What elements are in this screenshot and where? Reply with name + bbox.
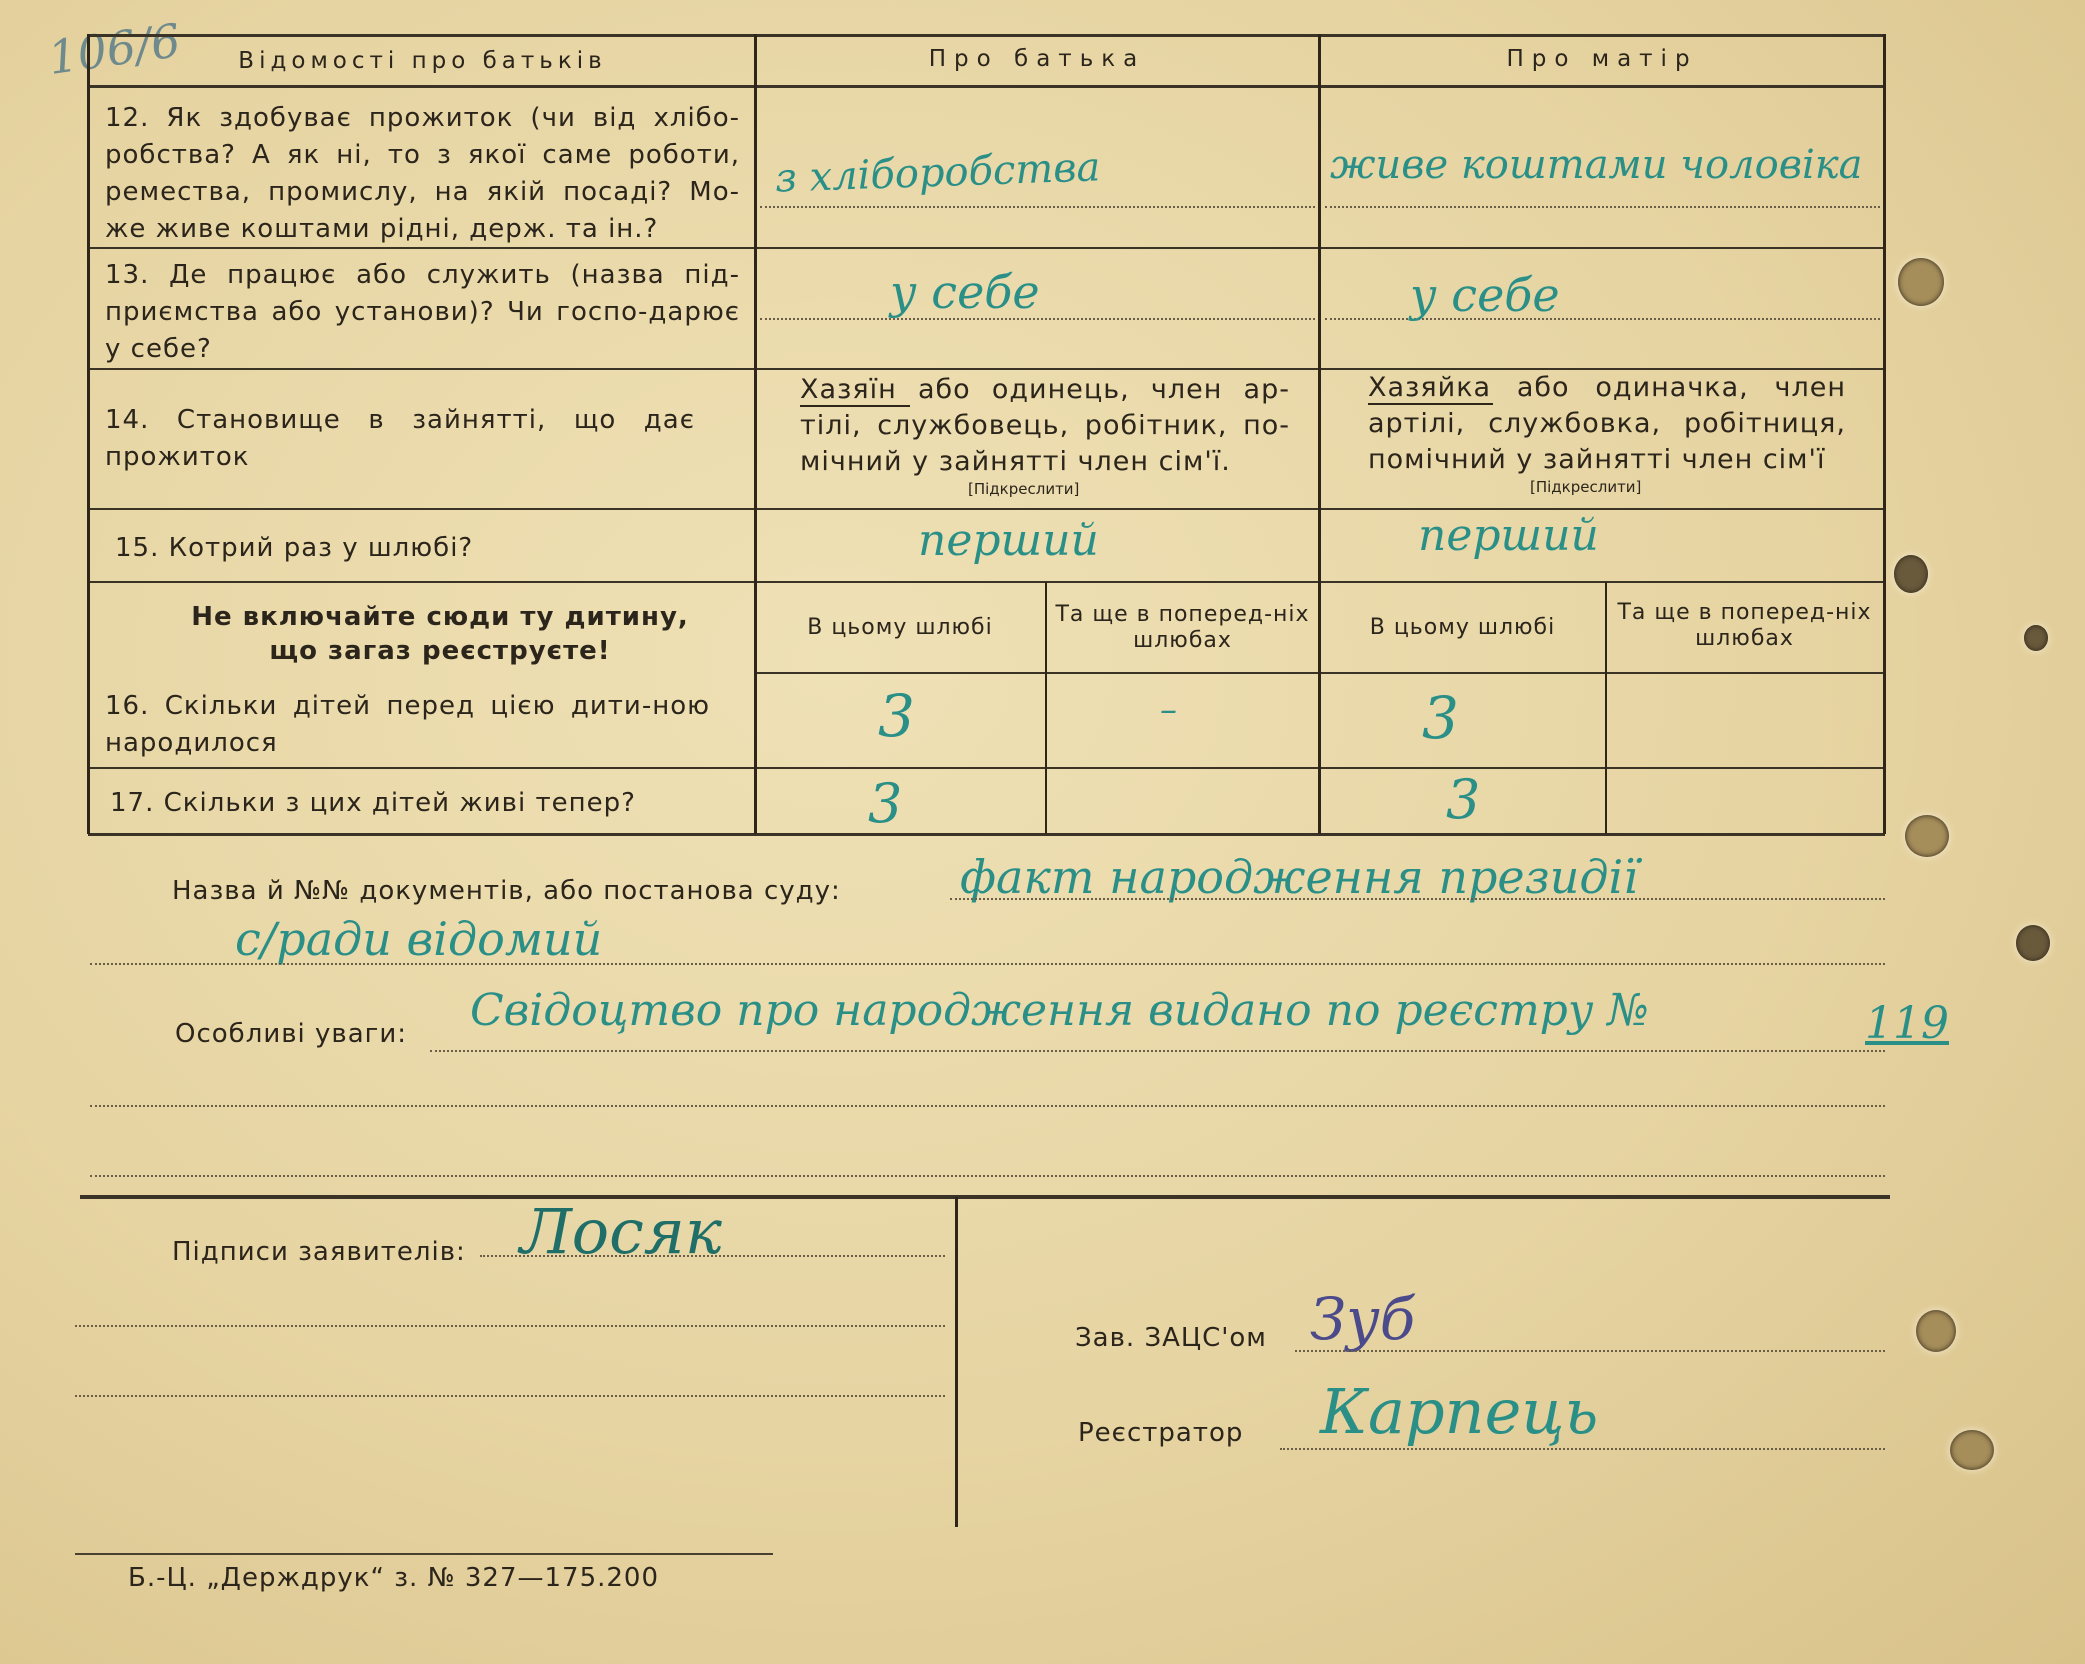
applicants-rule-1: [480, 1255, 945, 1257]
answer-16-father-prev: –: [1160, 690, 1177, 730]
underline-khazyain: [800, 405, 910, 407]
rule-14: [90, 508, 1885, 510]
answer-16-mother-this: 3: [1422, 684, 1459, 752]
children-note: Не включайте сюди ту дитину, що загаз реєструєте!: [191, 602, 689, 666]
signature-section-divider: [955, 1197, 958, 1527]
answer-12-father: з хліборобства: [774, 144, 1102, 202]
remarks-number: 119: [1865, 998, 1949, 1049]
applicants-rule-3: [75, 1395, 945, 1397]
header-bottom-rule: [90, 85, 1885, 88]
documents-line-2-rule: [90, 963, 1885, 965]
documents-line-1: факт народження президії: [960, 850, 1638, 904]
registrar-rule: [1280, 1448, 1885, 1450]
head-zags-label: Зав. ЗАЦС'ом: [1075, 1323, 1267, 1353]
table-top-border: [90, 34, 1885, 37]
remarks-rule-3: [90, 1175, 1885, 1177]
sub-header-this-marriage-father: В цьому шлюбі: [807, 615, 993, 640]
documents-line-1-rule: [950, 898, 1885, 900]
remarks-rule-2: [90, 1105, 1885, 1107]
answer-17-mother-this: 3: [1446, 768, 1481, 831]
binding-hole: [2016, 925, 2050, 961]
answer-line: [1325, 318, 1880, 320]
applicants-rule-2: [75, 1325, 945, 1327]
question-13: 13. Де працює або служить (назва під-приємства або установи)? Чи госпо-дарює у себе?: [105, 260, 740, 364]
remarks-rule-1: [430, 1050, 1885, 1052]
sub-header-previous-mother: Та ще в поперед-ніх шлюбах: [1617, 600, 1872, 651]
sub-header-this-marriage-mother: В цьому шлюбі: [1369, 615, 1556, 640]
remarks-label: Особливі уваги:: [175, 1019, 407, 1049]
subcol-divider-mother: [1605, 582, 1607, 834]
rule-16: [90, 767, 1885, 769]
head-zags-signature: Зуб: [1310, 1285, 1416, 1353]
header-father: Про батька: [928, 46, 1146, 72]
binding-hole: [1894, 555, 1928, 593]
binding-hole: [1916, 1310, 1956, 1352]
question-15: 15. Котрий раз у шлюбі?: [115, 533, 474, 563]
sub-header-previous-father: Та ще в поперед-ніх шлюбах: [1055, 602, 1310, 653]
col-divider-2: [1318, 34, 1321, 834]
binding-hole: [2024, 625, 2048, 651]
underline-note-father: [Підкреслити]: [968, 480, 1080, 498]
answer-line: [760, 206, 1315, 208]
underline-note-mother: [Підкреслити]: [1530, 478, 1642, 496]
binding-hole: [1898, 258, 1944, 306]
signature-section-top: [80, 1195, 1890, 1199]
binding-hole: [1950, 1430, 1994, 1470]
question-14: 14. Становище в зайнятті, що дає прожиток: [105, 405, 695, 472]
answer-17-father-this: 3: [868, 772, 903, 835]
answer-15-father: перший: [918, 515, 1099, 566]
col-divider-1: [754, 34, 757, 834]
remarks-text: Свідоцтво про народження видано по реєстру №: [470, 985, 1649, 1036]
binding-hole: [1905, 815, 1949, 857]
table-left-border: [87, 34, 90, 834]
answer-12-mother: живе коштами чоловіка: [1330, 142, 1863, 188]
answer-13-mother: у себе: [1410, 268, 1560, 322]
registrar-signature: Карпець: [1320, 1375, 1599, 1448]
answer-15-mother: перший: [1418, 510, 1599, 561]
answer-13-father: у себе: [890, 265, 1040, 319]
options-14-father: Хазяїн або одинець, член ар-тілі, службовець, робітник, по-мічний у зайнятті член сім'ї.: [800, 374, 1290, 477]
question-12: 12. Як здобуває прожиток (чи від хлібо-робства? А як ні, то з якої саме роботи, ремества, промислу, на якій посаді? Мо-же живе коштами рідні, держ. та ін.?: [105, 103, 740, 244]
answer-line: [1325, 206, 1880, 208]
imprint-rule: [75, 1553, 773, 1555]
header-parents-info: Відомості про батьків: [238, 48, 607, 74]
head-zags-rule: [1295, 1350, 1885, 1352]
applicants-label: Підписи заявителів:: [172, 1237, 466, 1267]
table-bottom-border: [88, 833, 1885, 836]
corner-note: 106/6: [44, 13, 184, 85]
question-17: 17. Скільки з цих дітей живі тепер?: [110, 788, 636, 818]
applicant-signature: Лосяк: [520, 1195, 722, 1268]
underline-khazyaika: [1368, 403, 1493, 405]
options-14-mother: Хазяйка або одиначка, член артілі, службовка, робітниця, помічний у зайнятті член сім'ї: [1368, 372, 1846, 475]
question-16: 16. Скільки дітей перед цією дити-ною народилося: [105, 691, 710, 758]
header-mother: Про матір: [1506, 46, 1698, 72]
documents-label: Назва й №№ документів, або постанова суду:: [172, 876, 841, 906]
table-right-border: [1883, 34, 1886, 834]
subcol-divider-father: [1045, 582, 1047, 834]
registrar-label: Реєстратор: [1078, 1418, 1244, 1448]
answer-16-father-this: 3: [878, 682, 915, 750]
documents-line-2: с/ради відомий: [235, 912, 603, 966]
rule-15: [90, 581, 1885, 583]
printer-imprint: Б.-Ц. „Держдрук“ з. № 327—175.200: [128, 1563, 660, 1593]
